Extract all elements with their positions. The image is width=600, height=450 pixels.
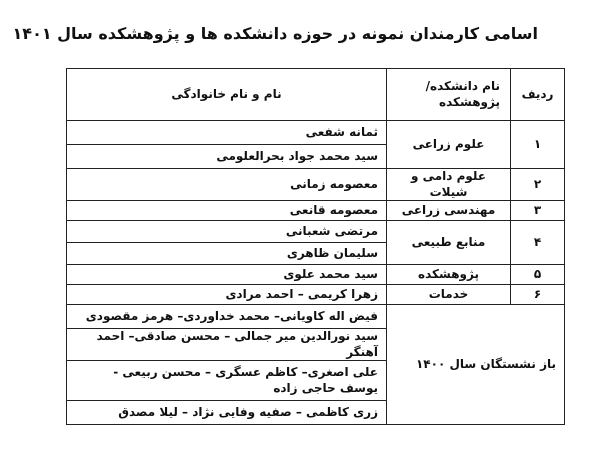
employees-table (66, 68, 565, 425)
faculty-cell: خدمات (387, 285, 511, 305)
table-row (67, 265, 565, 285)
faculty-cell: مهندسی زراعی (387, 201, 511, 221)
retiree-names-cell: علی اصغری– کاظم عسگری – محسن ربیعی - یوسف حاجی زاده (67, 361, 387, 401)
table-row (67, 201, 565, 221)
name-cell: سید محمد علوی (67, 265, 387, 285)
retiree-names-cell: زری کاظمی – صفیه وفایی نژاد – لیلا مصدق (67, 401, 387, 425)
page-title: اسامی کارمندان نمونه در حوزه دانشکده ها و پژوهشکده سال ۱۴۰۱ (12, 24, 538, 43)
name-cell: زهرا کریمی – احمد مرادی (67, 285, 387, 305)
table-row (67, 285, 565, 305)
name-cell: معصومه قانعی (67, 201, 387, 221)
table-row (67, 221, 565, 243)
row-number: ۵ (511, 265, 565, 285)
row-number: ۳ (511, 201, 565, 221)
header-names: نام و نام خانوادگی (67, 69, 387, 121)
name-cell: سید محمد جواد بحرالعلومی (67, 145, 387, 169)
faculty-cell: علوم دامی و شیلات (387, 169, 511, 201)
table-row (67, 121, 565, 145)
name-cell: ثمانه شفعی (67, 121, 387, 145)
row-number: ۲ (511, 169, 565, 201)
header-row-number: ردیف (511, 69, 565, 121)
faculty-cell: منابع طبیعی (387, 221, 511, 265)
header-faculty: نام دانشکده/ پژوهشکده (387, 69, 511, 121)
faculty-cell: علوم زراعی (387, 121, 511, 169)
retirees-label: باز نشستگان سال ۱۴۰۰ (387, 305, 565, 425)
row-number: ۱ (511, 121, 565, 169)
retiree-row (67, 305, 565, 329)
retiree-names-cell: سید نورالدین میر جمالی – محسن صادقی– احمد آهنگر (67, 329, 387, 361)
name-cell: سلیمان ظاهری (67, 243, 387, 265)
faculty-cell: پژوهشکده (387, 265, 511, 285)
header-row (67, 69, 565, 121)
name-cell: مرتضی شعبانی (67, 221, 387, 243)
row-number: ۴ (511, 221, 565, 265)
retiree-names-cell: فیض اله کاویانی– محمد خداوردی– هرمز مقصودی (67, 305, 387, 329)
name-cell: معصومه زمانی (67, 169, 387, 201)
table-row (67, 169, 565, 201)
row-number: ۶ (511, 285, 565, 305)
